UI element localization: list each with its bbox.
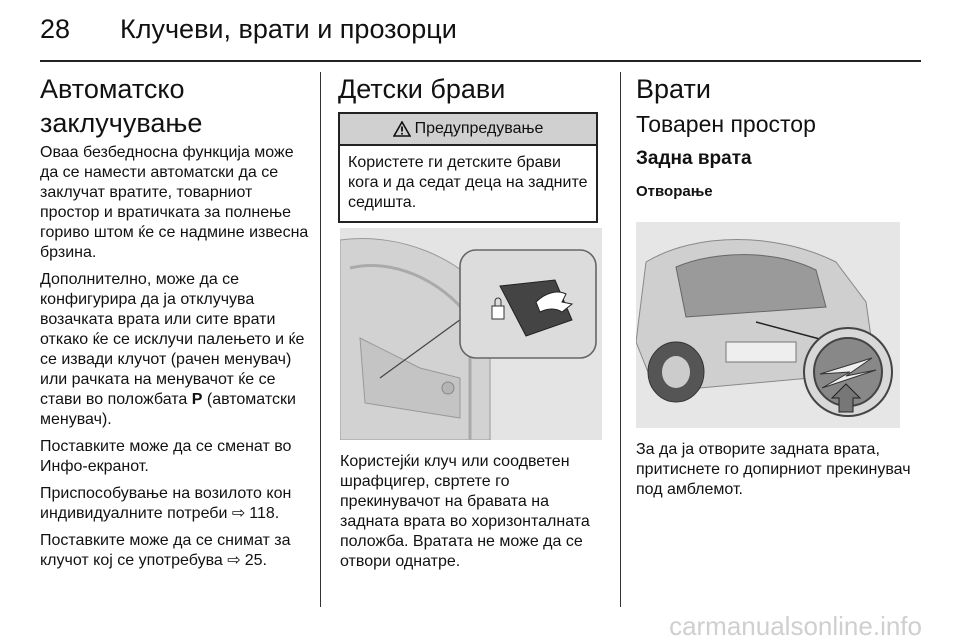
paragraph xyxy=(40,484,310,524)
warning-box xyxy=(338,112,598,223)
paragraph xyxy=(40,270,310,430)
column-child-locks xyxy=(338,72,608,223)
page-reference-link[interactable]: 118. xyxy=(249,505,280,522)
paragraph xyxy=(40,531,310,571)
arrow-reference-icon[interactable]: ⇨ xyxy=(231,505,246,522)
tailgate-illustration xyxy=(636,222,900,428)
header-rule xyxy=(40,60,921,62)
page-header xyxy=(40,14,457,45)
column-doors xyxy=(636,72,921,202)
column-auto-lock xyxy=(40,72,310,578)
child-lock-illustration xyxy=(340,228,602,440)
page-number: 28 xyxy=(40,14,71,44)
tailgate-caption-block xyxy=(636,440,921,507)
paragraph: Поставките може да се сменат во Инфо-екранот. xyxy=(40,438,292,475)
child-lock-caption-block xyxy=(340,452,610,579)
watermark: carmanualsonline.info xyxy=(669,611,922,641)
arrow-reference-icon[interactable]: ⇨ xyxy=(227,552,241,569)
page-reference-link[interactable]: 25. xyxy=(244,552,267,569)
section-heading-auto-lock: Автоматско заклучување xyxy=(40,74,203,138)
subheading-opening: Отворање xyxy=(636,183,713,200)
warning-triangle-icon xyxy=(393,121,411,137)
subheading-tailgate: Задна врата xyxy=(636,148,752,169)
column-divider-1 xyxy=(320,72,321,607)
page-title: Клучеви, врати и прозорци xyxy=(120,14,457,44)
warning-text: Користете ги детските брави кога и да седат деца на задните седишта. xyxy=(348,154,588,211)
subheading-load-compartment: Товарен простор xyxy=(636,111,816,137)
warning-header xyxy=(340,114,596,146)
section-heading-child-locks: Детски брави xyxy=(338,74,506,104)
paragraph-text: (автоматски менувач). xyxy=(40,391,296,428)
paragraph-text: Дополнително, може да се конфигурира да ја отклучува возачката врата или сите врати откако ќе се исклучи палењето и ќе се извади клучот (рачен менувач) или рачката на менувачот ќе се стави во положбата xyxy=(40,271,305,408)
column-divider-2 xyxy=(620,72,621,607)
paragraph-text: Поставките може да се снимат за клучот кој се употребува xyxy=(40,532,291,569)
gear-position-p: P xyxy=(191,391,203,408)
section-heading-doors: Врати xyxy=(636,74,711,104)
tailgate-caption: За да ја отворите задната врата, притиснете го допирниот прекинувач под амблемот. xyxy=(636,441,911,498)
paragraph-text: Приспособување на возилото кон индивидуалните потреби xyxy=(40,485,292,522)
paragraph: Оваа безбедносна функција може да се намести автоматски да се заклучат вратите, товарниот простор и вратичката за полнење гориво штом ќе се надмине извесна брзина. xyxy=(40,144,309,261)
warning-title: Предупредување xyxy=(414,120,544,137)
child-lock-caption: Користејќи клуч или соодветен шрафцигер, свртете го прекинувачот на бравата на задната врата во хоризонталната положба. Вратата не може да се отвори однатре. xyxy=(340,453,590,570)
